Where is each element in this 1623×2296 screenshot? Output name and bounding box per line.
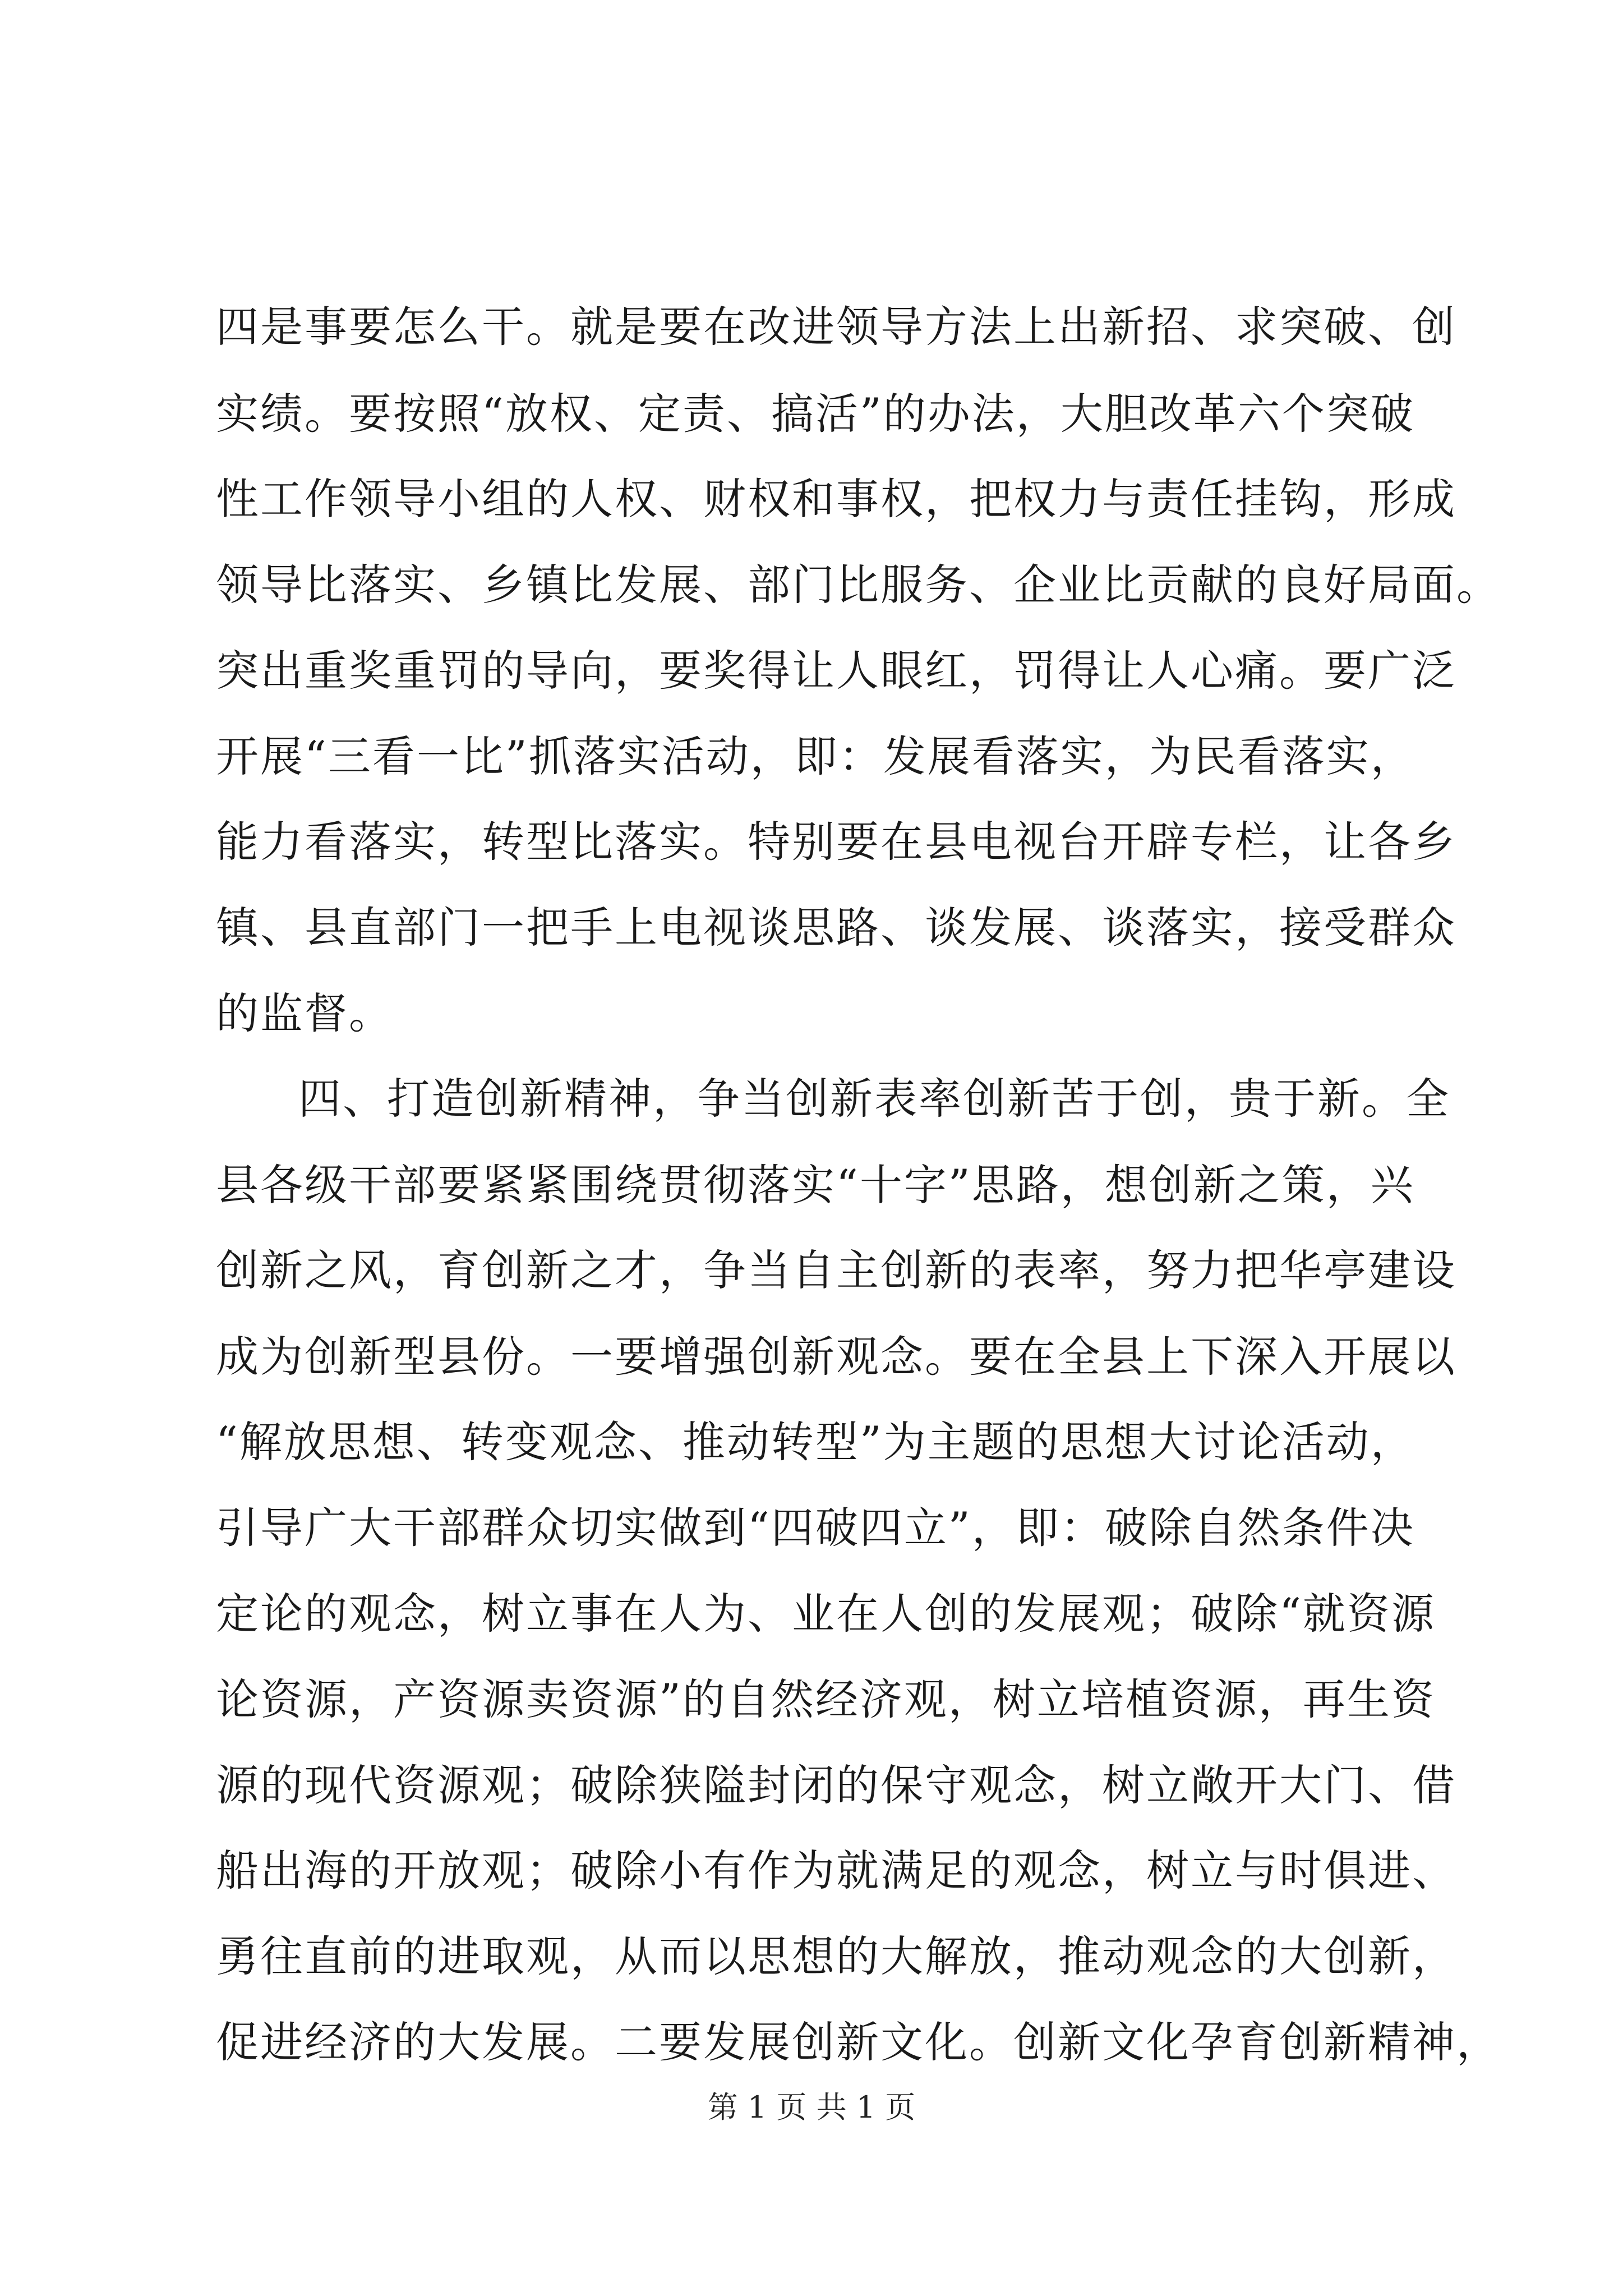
body-text-line: 能力看落实，转型比落实。特别要在县电视台开辟专栏，让各乡 (216, 817, 1456, 867)
body-text-line: 的监督。 (216, 988, 393, 1038)
section-heading-line: 四、打造创新精神，争当创新表率创新苦于创，贵于新。全 (298, 1074, 1450, 1124)
body-text-line: 促进经济的大发展。二要发展创新文化。创新文化孕育创新精神， (216, 2017, 1501, 2067)
body-text-line: 定论的观念，树立事在人为、业在人创的发展观；破除“就资源 (216, 1589, 1436, 1639)
body-text-line: 开展“三看一比”抓落实活动，即：发展看落实，为民看落实， (216, 731, 1415, 781)
body-text-line: 突出重奖重罚的导向，要奖得让人眼红，罚得让人心痛。要广泛 (216, 646, 1456, 696)
body-text-line: 镇、县直部门一把手上电视谈思路、谈发展、谈落实，接受群众 (216, 903, 1456, 953)
body-text-line: 四是事要怎么干。就是要在改进领导方法上出新招、求突破、创 (216, 302, 1456, 352)
body-text-line: 论资源，产资源卖资源”的自然经济观，树立培植资源，再生资 (216, 1674, 1436, 1724)
body-text-line: 县各级干部要紧紧围绕贯彻落实“十字”思路，想创新之策，兴 (216, 1160, 1415, 1210)
body-text-line: 源的现代资源观；破除狭隘封闭的保守观念，树立敞开大门、借 (216, 1760, 1456, 1810)
body-text-line: 实绩。要按照“放权、定责、搞活”的办法，大胆改革六个突破 (216, 389, 1415, 439)
body-text-line: 创新之风，育创新之才，争当自主创新的表率，努力把华亭建设 (216, 1245, 1456, 1295)
body-text-line: 性工作领导小组的人权、财权和事权，把权力与责任挂钩，形成 (216, 474, 1456, 524)
body-text-line: 成为创新型县份。一要增强创新观念。要在全县上下深入开展以 (216, 1332, 1456, 1382)
body-text-line: 领导比落实、乡镇比发展、部门比服务、企业比贡献的良好局面。 (216, 560, 1501, 610)
body-text-line: 勇往直前的进取观，从而以思想的大解放，推动观念的大创新， (216, 1931, 1456, 1981)
body-text-line: 引导广大干部群众切实做到“四破四立”，即：破除自然条件决 (216, 1503, 1415, 1553)
body-text-line: 船出海的开放观；破除小有作为就满足的观念，树立与时俱进、 (216, 1846, 1456, 1895)
body-text-line: “解放思想、转变观念、推动转型”为主题的思想大讨论活动， (216, 1417, 1415, 1467)
page-footer: 第 1 页 共 1 页 (707, 2090, 916, 2125)
